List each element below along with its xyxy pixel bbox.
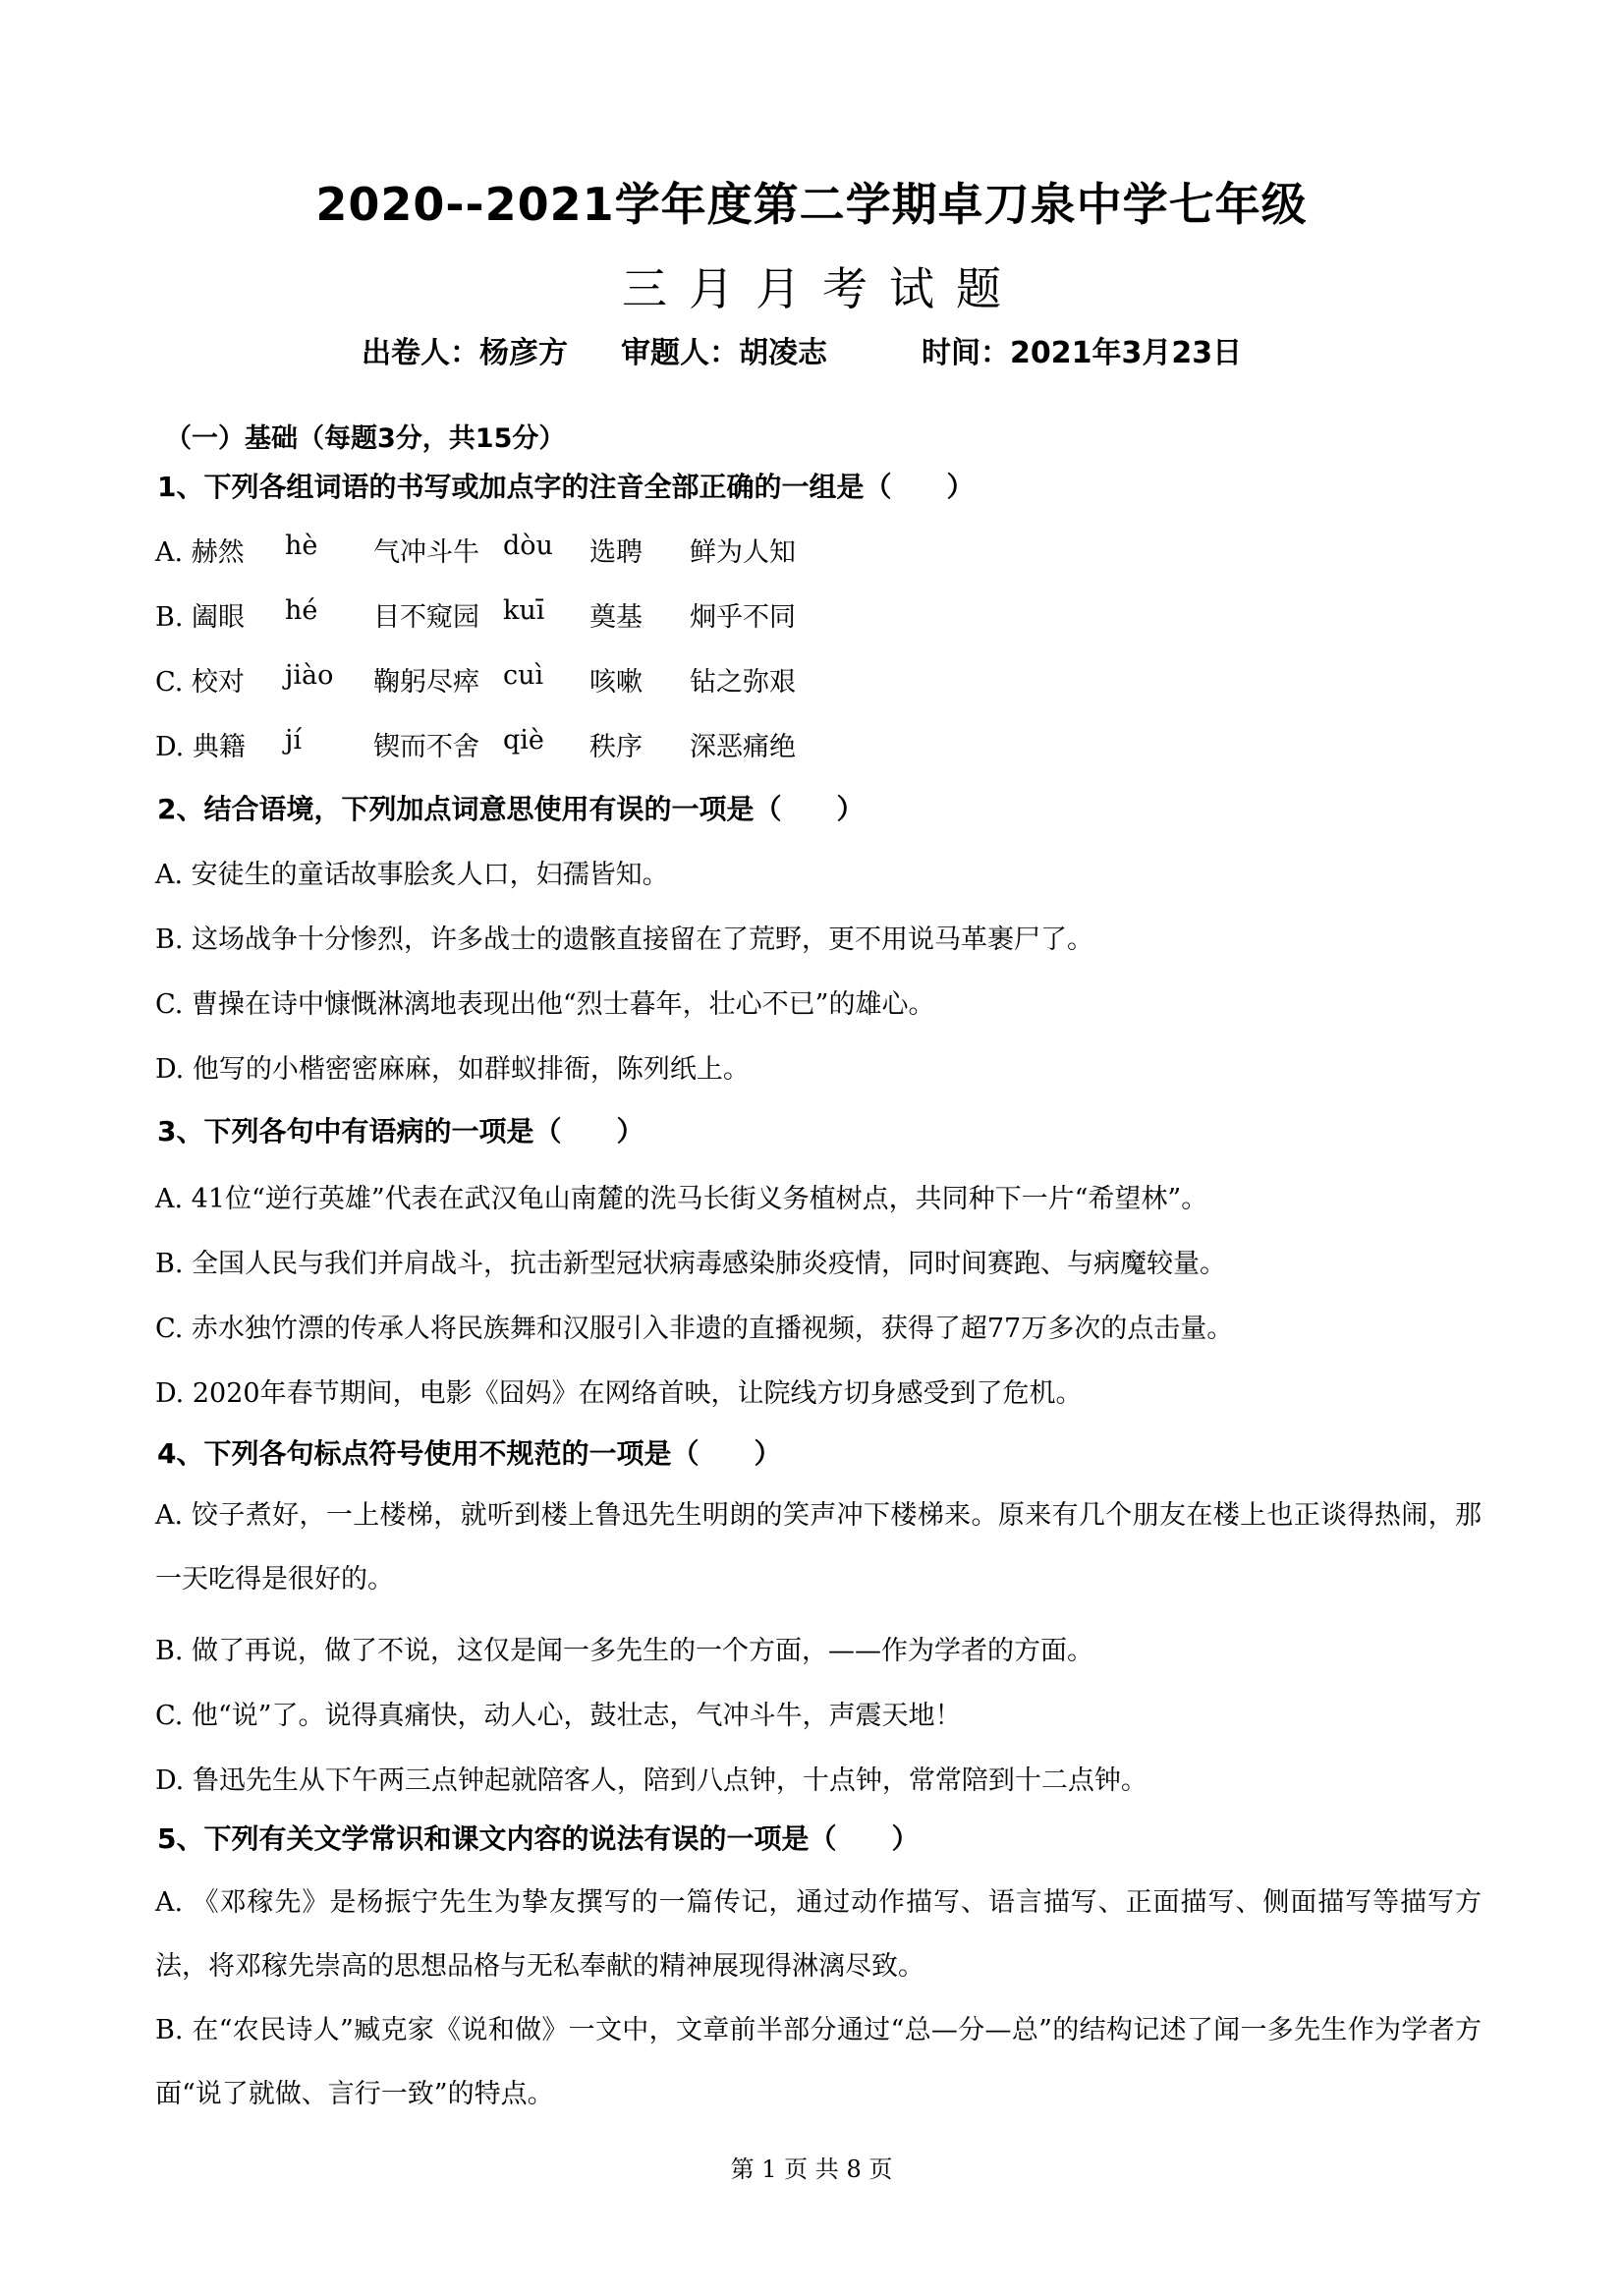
question-5-stem: 5、下列有关文学常识和课文内容的说法有误的一项是（ ） (157, 1822, 920, 1855)
exam-date: 时间：2021年3月23日 (922, 336, 1243, 370)
question-4-option-c: C. 他“说”了。说得真痛快，动人心，鼓壮志，气冲斗牛，声震天地！ (155, 1701, 962, 1731)
q1-a-word4: 鲜为人知 (690, 537, 796, 568)
q1-c-word2: 鞠躬尽瘁 (373, 667, 479, 698)
q1-b-word4: 炯乎不同 (690, 602, 796, 633)
question-4-option-b: B. 做了再说，做了不说，这仅是闻一多先生的一个方面，——作为学者的方面。 (155, 1636, 1094, 1666)
q1-b-word3: 奠基 (589, 602, 643, 633)
section-heading-basics: （一）基础（每题3分，共15分） (165, 423, 566, 454)
q1-c-pinyin2: cuì (503, 660, 544, 691)
exam-title-line1: 2020--2021学年度第二学期卓刀泉中学七年级 (315, 178, 1308, 231)
q1-b-pinyin1: hé (285, 595, 318, 626)
question-5-option-a: A. 《邓稼先》是杨振宁先生为挚友撰写的一篇传记，通过动作描写、语言描写、正面描写、侧面描写等描写方法，将邓稼先崇高的思想品格与无私奉献的精神展现得淋漓尽致。 (155, 1887, 1482, 1982)
question-4-stem: 4、下列各句标点符号使用不规范的一项是（ ） (157, 1437, 782, 1470)
q1-a-pinyin1: hè (285, 531, 318, 561)
question-5-option-b: B. 在“农民诗人”臧克家《说和做》一文中，文章前半部分通过“总—分—总”的结构记述了闻一多先生作为学者方面“说了就做、言行一致”的特点。 (155, 2015, 1482, 2109)
question-2-stem: 2、结合语境，下列加点词意思使用有误的一项是（ ） (157, 793, 865, 825)
q1-d-pinyin2: qiè (503, 725, 544, 756)
q1-a-word2: 气冲斗牛 (373, 537, 479, 568)
question-2-option-a: A. 安徒生的童话故事脍炙人口，妇孺皆知。 (155, 860, 669, 890)
exam-author: 出卷人：杨彦方 (362, 336, 568, 370)
question-3-option-d: D. 2020年春节期间，电影《囧妈》在网络首映，让院线方切身感受到了危机。 (155, 1378, 1083, 1409)
q1-d-word1: D. 典籍 (155, 732, 246, 762)
q1-b-pinyin2: kuī (503, 595, 545, 626)
question-3-stem: 3、下列各句中有语病的一项是（ ） (157, 1115, 644, 1148)
question-2-option-d: D. 他写的小楷密密麻麻，如群蚁排衙，陈列纸上。 (155, 1054, 750, 1085)
question-1-stem: 1、下列各组词语的书写或加点字的注音全部正确的一组是（ ） (157, 471, 975, 503)
q1-c-word1: C. 校对 (155, 667, 245, 698)
q1-d-word4: 深恶痛绝 (690, 732, 796, 762)
page-number-footer: 第 1 页 共 8 页 (730, 2156, 893, 2183)
question-3-option-c: C. 赤水独竹漂的传承人将民族舞和汉服引入非遗的直播视频，获得了超77万多次的点击量。 (155, 1314, 1234, 1344)
q1-a-pinyin2: dòu (503, 531, 553, 561)
q1-d-word3: 秩序 (589, 732, 643, 762)
q1-a-word3: 选聘 (589, 537, 643, 568)
q1-a-word1: A. 赫然 (155, 537, 245, 568)
question-3-option-b: B. 全国人民与我们并肩战斗，抗击新型冠状病毒感染肺炎疫情，同时间赛跑、与病魔较量。 (155, 1249, 1227, 1279)
question-2-option-b: B. 这场战争十分惨烈，许多战士的遗骸直接留在了荒野，更不用说马革裹尸了。 (155, 924, 1094, 955)
q1-d-pinyin1: jí (285, 725, 303, 756)
exam-reviewer: 审题人：胡凌志 (621, 336, 827, 370)
q1-c-word3: 咳嗽 (589, 667, 643, 698)
q1-c-word4: 钻之弥艰 (690, 667, 796, 698)
question-4-option-a: A. 饺子煮好，一上楼梯，就听到楼上鲁迅先生明朗的笑声冲下楼梯来。原来有几个朋友在楼上也正谈得热闹，那一天吃得是很好的。 (155, 1500, 1482, 1595)
q1-b-word1: B. 阖眼 (155, 602, 246, 633)
q1-b-word2: 目不窥园 (373, 602, 479, 633)
question-3-option-a: A. 41位“逆行英雄”代表在武汉龟山南麓的洗马长街义务植树点，共同种下一片“希望林”。 (155, 1184, 1208, 1214)
question-2-option-c: C. 曹操在诗中慷慨淋漓地表现出他“烈士暮年，壮心不已”的雄心。 (155, 989, 935, 1020)
question-4-option-d: D. 鲁迅先生从下午两三点钟起就陪客人，陪到八点钟，十点钟，常常陪到十二点钟。 (155, 1765, 1147, 1796)
exam-title-line2: 三月月考试题 (622, 262, 1023, 315)
q1-d-word2: 锲而不舍 (373, 732, 479, 762)
q1-c-pinyin1: jiào (285, 660, 334, 691)
